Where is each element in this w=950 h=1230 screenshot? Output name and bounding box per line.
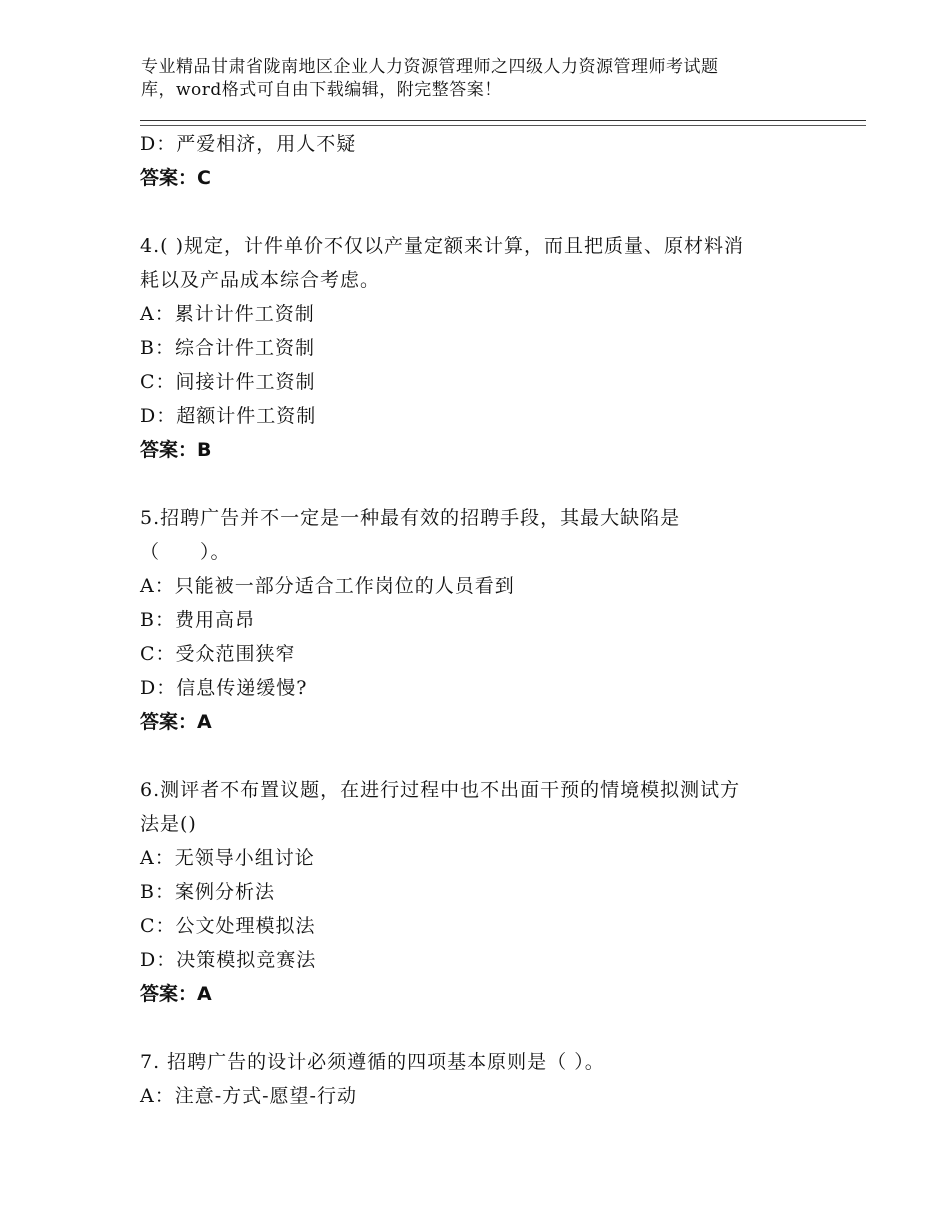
answer: 答案：A [140, 711, 212, 733]
document-body [140, 127, 840, 1113]
option-b: B：案例分析法 [140, 881, 275, 903]
spacer [140, 195, 840, 229]
option-a: A：注意-方式-愿望-行动 [140, 1085, 357, 1107]
option-c: C：受众范围狭窄 [140, 643, 296, 665]
question-stem-line: （ ）。 [140, 541, 231, 563]
question-stem-line: 7. 招聘广告的设计必须遵循的四项基本原则是（ ）。 [140, 1051, 605, 1073]
question-7 [140, 1045, 840, 1113]
answer: 答案：A [140, 983, 212, 1005]
question-stem-line: 耗以及产品成本综合考虑。 [140, 269, 381, 291]
spacer [140, 467, 840, 501]
question-6 [140, 773, 840, 1011]
question-stem-line: 6.测评者不布置议题，在进行过程中也不出面干预的情境模拟测试方 [140, 779, 741, 801]
question-stem-line: 4.( )规定，计件单价不仅以产量定额来计算，而且把质量、原材料消 [140, 235, 744, 257]
option-d: D：信息传递缓慢? [140, 677, 308, 699]
document-header [141, 56, 841, 102]
header-rule-thin [140, 125, 866, 126]
header-line-2: 库，word格式可自由下载编辑，附完整答案！ [141, 80, 502, 100]
header-line-1: 专业精品甘肃省陇南地区企业人力资源管理师之四级人力资源管理师考试题 [141, 57, 719, 77]
option-c: C：间接计件工资制 [140, 371, 316, 393]
option-a: A：无领导小组讨论 [140, 847, 315, 869]
option-c: C：公文处理模拟法 [140, 915, 316, 937]
option-d: D：严爱相济，用人不疑 [140, 133, 357, 155]
question-5 [140, 501, 840, 739]
spacer [140, 739, 840, 773]
option-d: D：超额计件工资制 [140, 405, 317, 427]
option-b: B：综合计件工资制 [140, 337, 315, 359]
option-b: B：费用高昂 [140, 609, 255, 631]
spacer [140, 1011, 840, 1045]
question-4 [140, 229, 840, 467]
option-a: A：只能被一部分适合工作岗位的人员看到 [140, 575, 515, 597]
question-stem-line: 5.招聘广告并不一定是一种最有效的招聘手段，其最大缺陷是 [140, 507, 681, 529]
answer: 答案：B [140, 439, 212, 461]
option-a: A：累计计件工资制 [140, 303, 315, 325]
answer: 答案：C [140, 167, 211, 189]
header-rule-thick [140, 120, 866, 121]
question-stem-line: 法是() [140, 813, 197, 835]
option-d: D：决策模拟竞赛法 [140, 949, 317, 971]
